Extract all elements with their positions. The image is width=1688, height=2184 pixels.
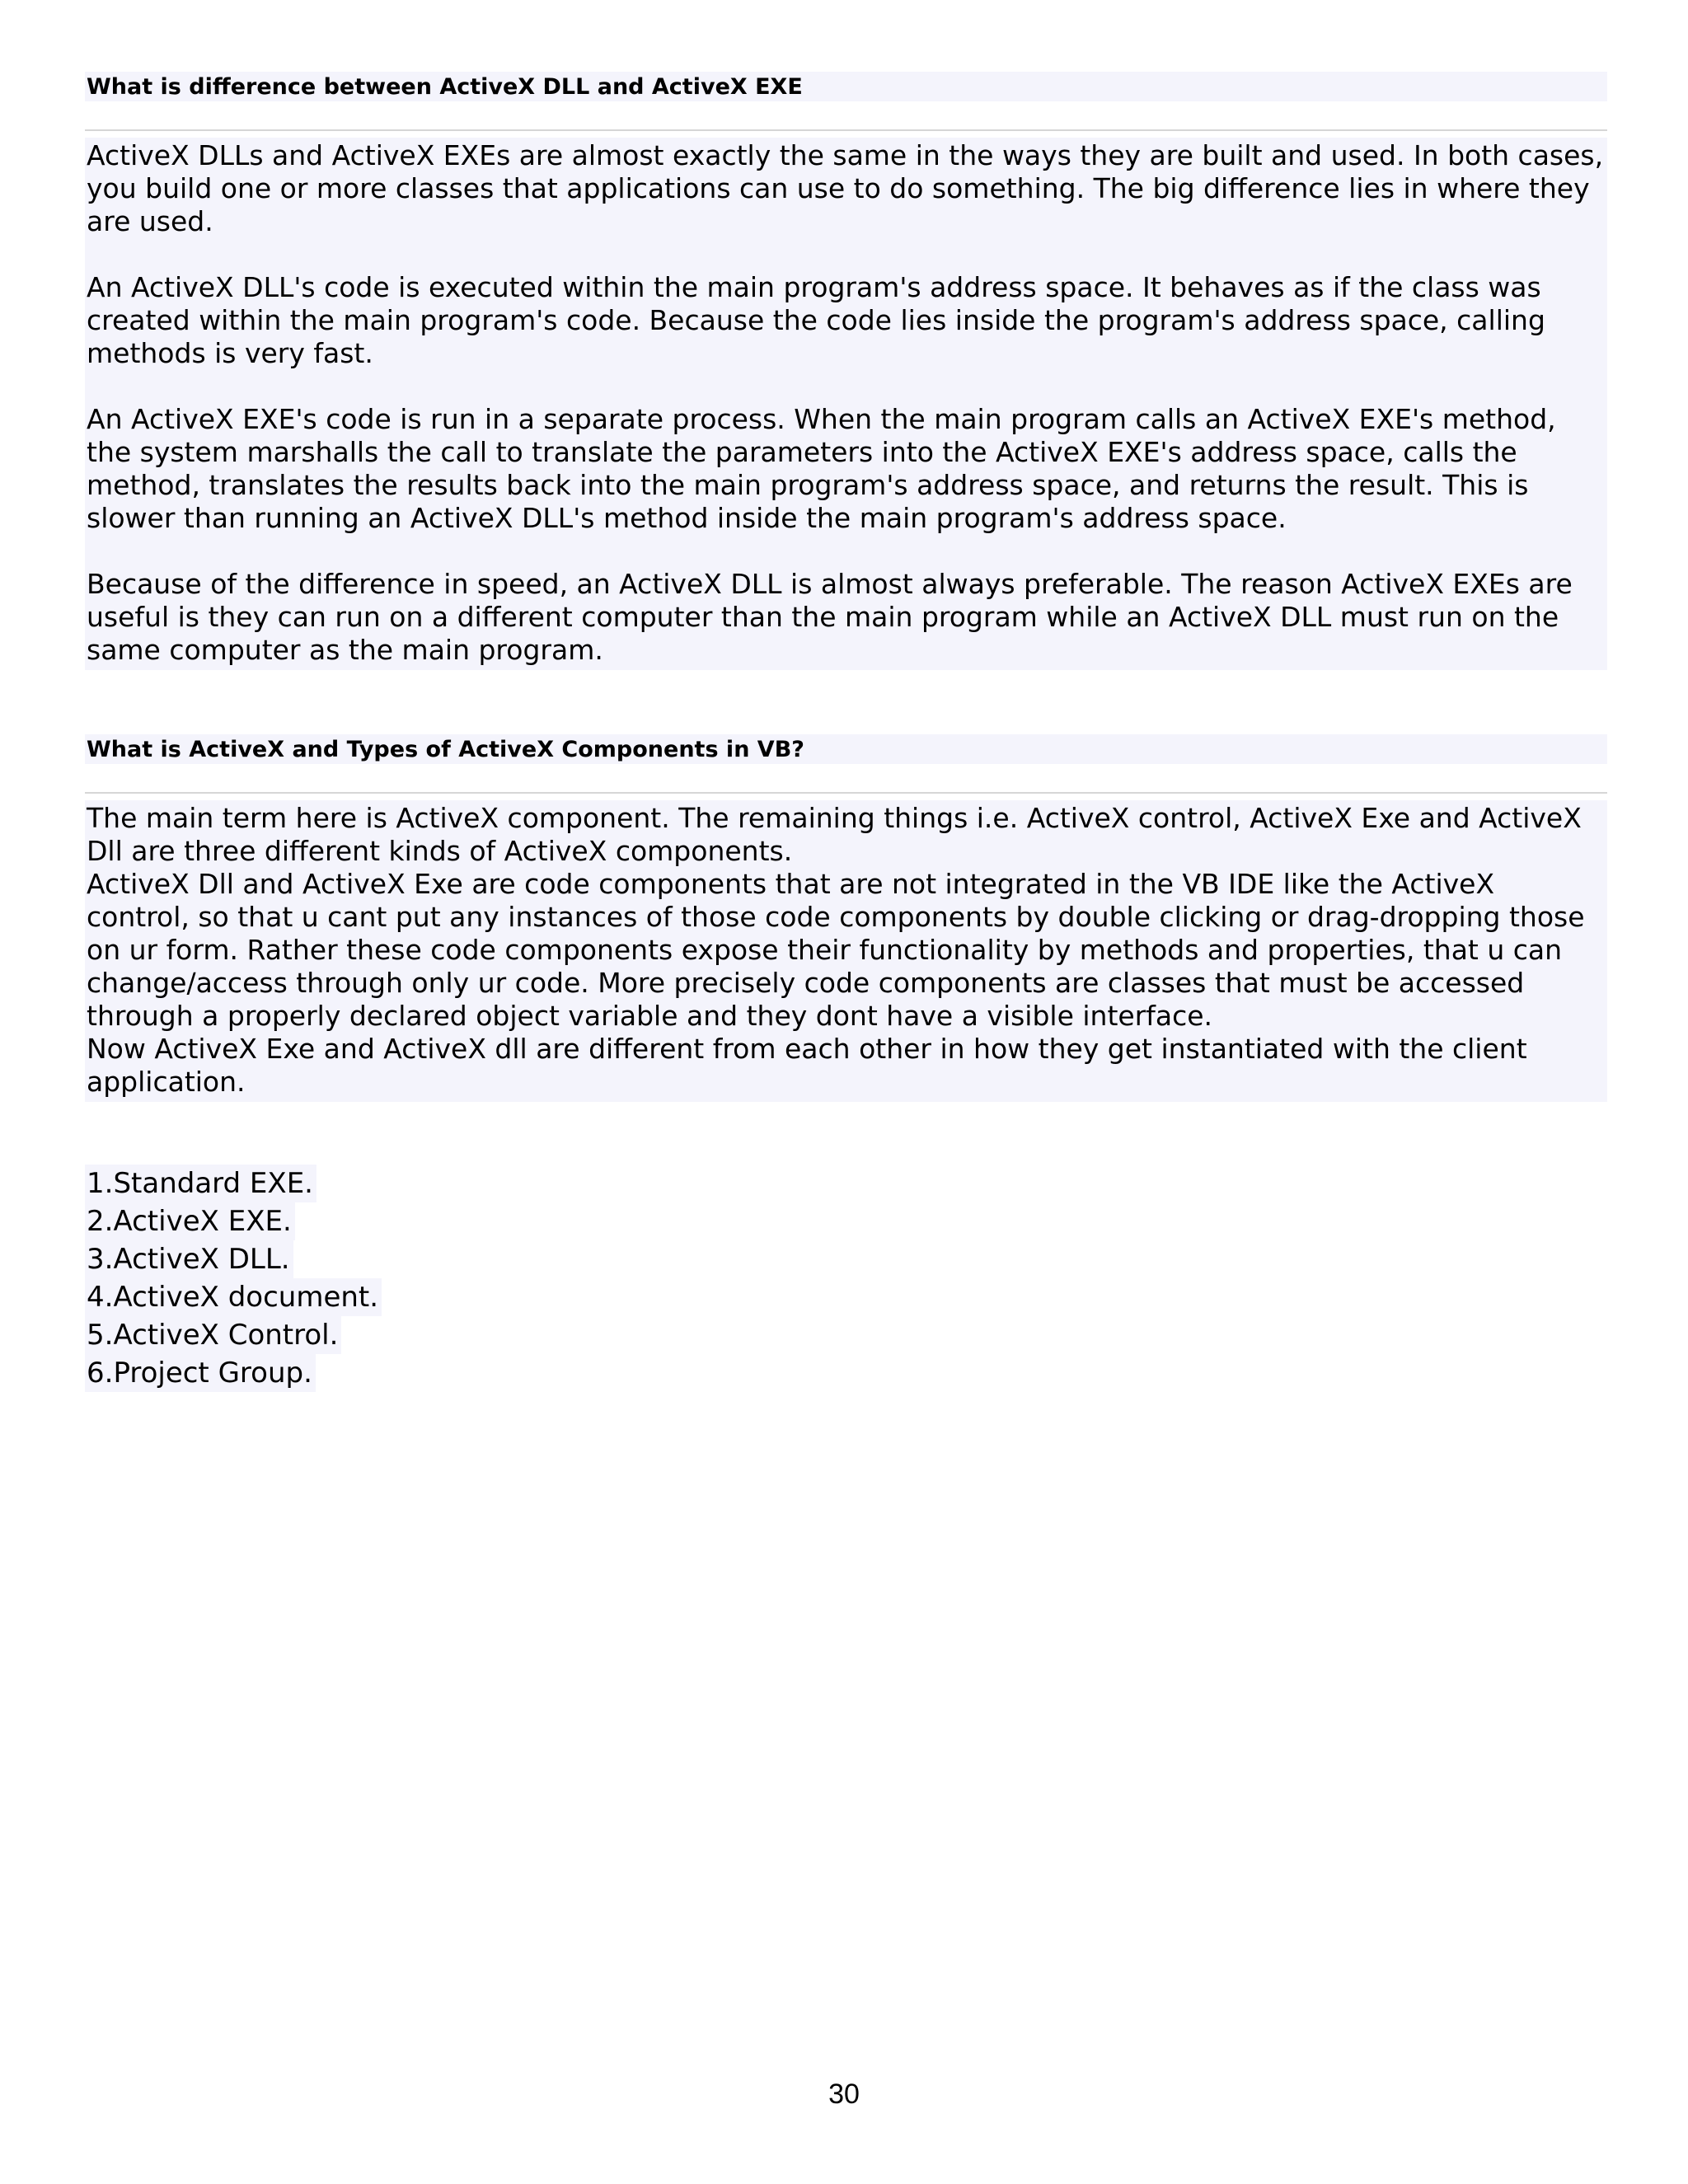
divider <box>85 792 1607 794</box>
list-item: 4.ActiveX document. <box>85 1278 382 1316</box>
paragraph: Because of the difference in speed, an ActiveX DLL is almost always preferable. The reason ActiveX EXEs are useful is they can run on a different computer than the main program while an ActiveX DLL must run on the same computer as the main program. <box>87 568 1573 666</box>
section-body <box>85 138 1607 670</box>
paragraph: The main term here is ActiveX component. The remaining things i.e. ActiveX control, ActiveX Exe and ActiveX Dll are three different kinds of ActiveX components. <box>87 802 1582 867</box>
list-item: 3.ActiveX DLL. <box>85 1240 293 1278</box>
project-types-list <box>85 1165 382 1392</box>
list-item: 1.Standard EXE. <box>85 1165 316 1202</box>
section-body <box>85 800 1607 1102</box>
section-dll-vs-exe <box>85 72 1607 670</box>
list-item: 2.ActiveX EXE. <box>85 1202 295 1240</box>
divider <box>85 129 1607 131</box>
section-heading: What is difference between ActiveX DLL and ActiveX EXE <box>87 73 803 100</box>
section-heading-bar <box>85 72 1607 101</box>
section-heading: What is ActiveX and Types of ActiveX Components in VB? <box>87 736 804 762</box>
paragraph: Now ActiveX Exe and ActiveX dll are different from each other in how they get instantiated with the client application. <box>87 1033 1527 1098</box>
list-item: 6.Project Group. <box>85 1354 316 1392</box>
paragraph: An ActiveX EXE's code is run in a separate process. When the main program calls an ActiveX EXE's method, the system marshalls the call to translate the parameters into the ActiveX EXE's address space, calls the method, translates the results back into the main program's address space, and returns the result. This is slower than running an ActiveX DLL's method inside the main program's address space. <box>87 403 1556 534</box>
section-heading-bar <box>85 734 1607 764</box>
page-number: 30 <box>828 2079 860 2110</box>
paragraph: An ActiveX DLL's code is executed within the main program's address space. It behaves as if the class was created within the main program's code. Because the code lies inside the program's address space, calling methods is very fast. <box>87 271 1545 369</box>
list-item: 5.ActiveX Control. <box>85 1316 341 1354</box>
section-activex-types <box>85 734 1607 1102</box>
paragraph: ActiveX DLLs and ActiveX EXEs are almost exactly the same in the ways they are built and used. In both cases, you build one or more classes that applications can use to do something. The big difference lies in where they are used. <box>87 139 1604 237</box>
paragraph: ActiveX Dll and ActiveX Exe are code components that are not integrated in the VB IDE like the ActiveX control, so that u cant put any instances of those code components by double clicking or drag-dropping those on ur form. Rather these code components expose their functionality by methods and properties, that u can change/access through only ur code. More precisely code components are classes that must be accessed through a properly declared object variable and they dont have a visible interface. <box>87 868 1585 1032</box>
